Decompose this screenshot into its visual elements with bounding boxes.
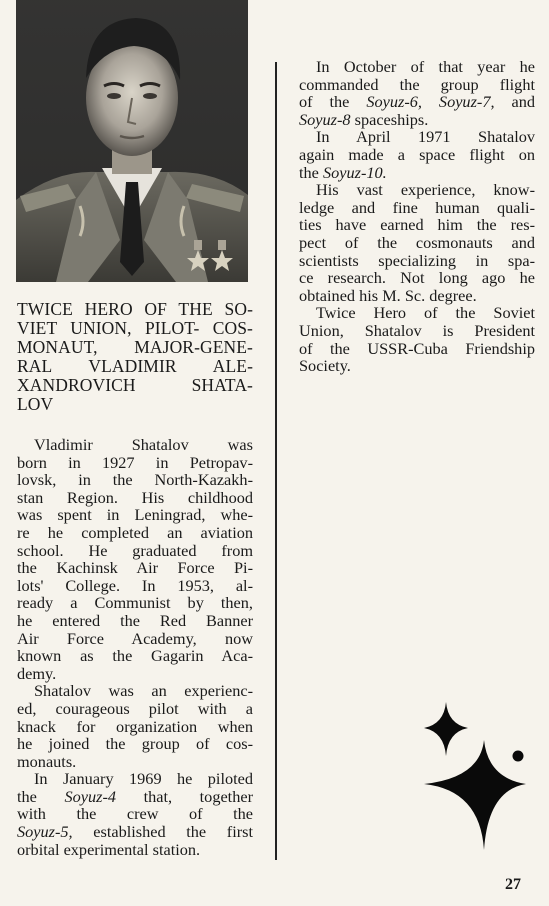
right-body-text (299, 58, 535, 375)
column-divider (275, 62, 277, 860)
text-line: known as the Gagarin Aca- (17, 646, 253, 666)
text-line: demy. (17, 663, 57, 683)
text-line: the Kachinsk Air Force Pi- (17, 558, 253, 578)
headline (17, 300, 253, 414)
text-line: with the crew of the (17, 804, 253, 824)
headline-line: RAL VLADIMIR ALE- (17, 356, 253, 376)
text-line: Air Force Academy, now (17, 628, 253, 648)
text-line: again made a space flight on (299, 144, 535, 164)
headline-line: LOV (17, 394, 54, 414)
dot-icon (513, 751, 524, 762)
star-decoration (420, 700, 530, 860)
text-line: lovsk, in the North-Kazakh- (17, 470, 253, 490)
text-line: ed, courageous pilot with a (17, 698, 253, 718)
small-star-icon (424, 702, 468, 756)
text-line: monauts. (17, 751, 77, 771)
headline-line: MONAUT, MAJOR-GENE- (17, 337, 253, 357)
text-line: Soyuz-5, established the first (17, 822, 253, 842)
text-line: the Soyuz-10. (299, 162, 387, 182)
text-line: re he completed an aviation (17, 522, 253, 542)
text-line: Vladimir Shatalov was (34, 435, 253, 454)
text-line: the Soyuz-4 that, together (17, 786, 253, 806)
text-line: ledge and fine human quali- (299, 197, 535, 217)
text-line: school. He graduated from (17, 540, 253, 560)
text-line: pect of the cosmonauts and (299, 232, 535, 252)
left-body-text (17, 436, 253, 858)
headline-line: XANDROVICH SHATA- (17, 375, 253, 395)
text-line: was spent in Leningrad, whe- (17, 505, 253, 525)
text-line: Union, Shatalov is President (299, 320, 535, 340)
text-line: lots' College. In 1953, al- (17, 575, 253, 595)
text-line: His vast experience, know- (316, 180, 535, 200)
headline-line: TWICE HERO OF THE SO- (17, 299, 253, 319)
text-line: ties have earned him the res- (299, 215, 535, 235)
large-star-icon (424, 740, 526, 850)
page-number: 27 (505, 876, 521, 893)
text-line: commanded the group flight (299, 74, 535, 94)
text-line: orbital experimental station. (17, 839, 201, 859)
headline-line: VIET UNION, PILOT- COS- (17, 318, 253, 338)
text-line: knack for organization when (17, 716, 253, 736)
portrait-illustration (16, 0, 248, 282)
text-line: scientists specializing in spa- (299, 250, 535, 270)
text-line: Twice Hero of the Soviet (316, 303, 535, 323)
text-line: Soyuz-8 spaceships. (299, 109, 429, 129)
text-line: obtained his M. Sc. degree. (299, 285, 477, 305)
text-line: Society. (299, 356, 351, 376)
text-line: of the Soyuz-6, Soyuz-7, and (299, 92, 536, 112)
text-line: In October of that year he (316, 57, 535, 76)
text-line: Shatalov was an experienc- (34, 681, 253, 701)
text-line: stan Region. His childhood (17, 487, 253, 507)
text-line: In April 1971 Shatalov (316, 127, 535, 147)
text-line: born in 1927 in Petropav- (17, 452, 253, 472)
text-line: ce research. Not long ago he (299, 268, 535, 288)
text-line: In January 1969 he piloted (34, 769, 253, 789)
right-column (299, 58, 535, 375)
left-column (17, 300, 253, 858)
text-line: of the USSR-Cuba Friendship (299, 338, 535, 358)
text-line: he joined the group of cos- (17, 734, 253, 754)
portrait-photo (16, 0, 248, 282)
text-line: he entered the Red Banner (17, 610, 253, 630)
text-line: ready a Communist by then, (17, 593, 253, 613)
